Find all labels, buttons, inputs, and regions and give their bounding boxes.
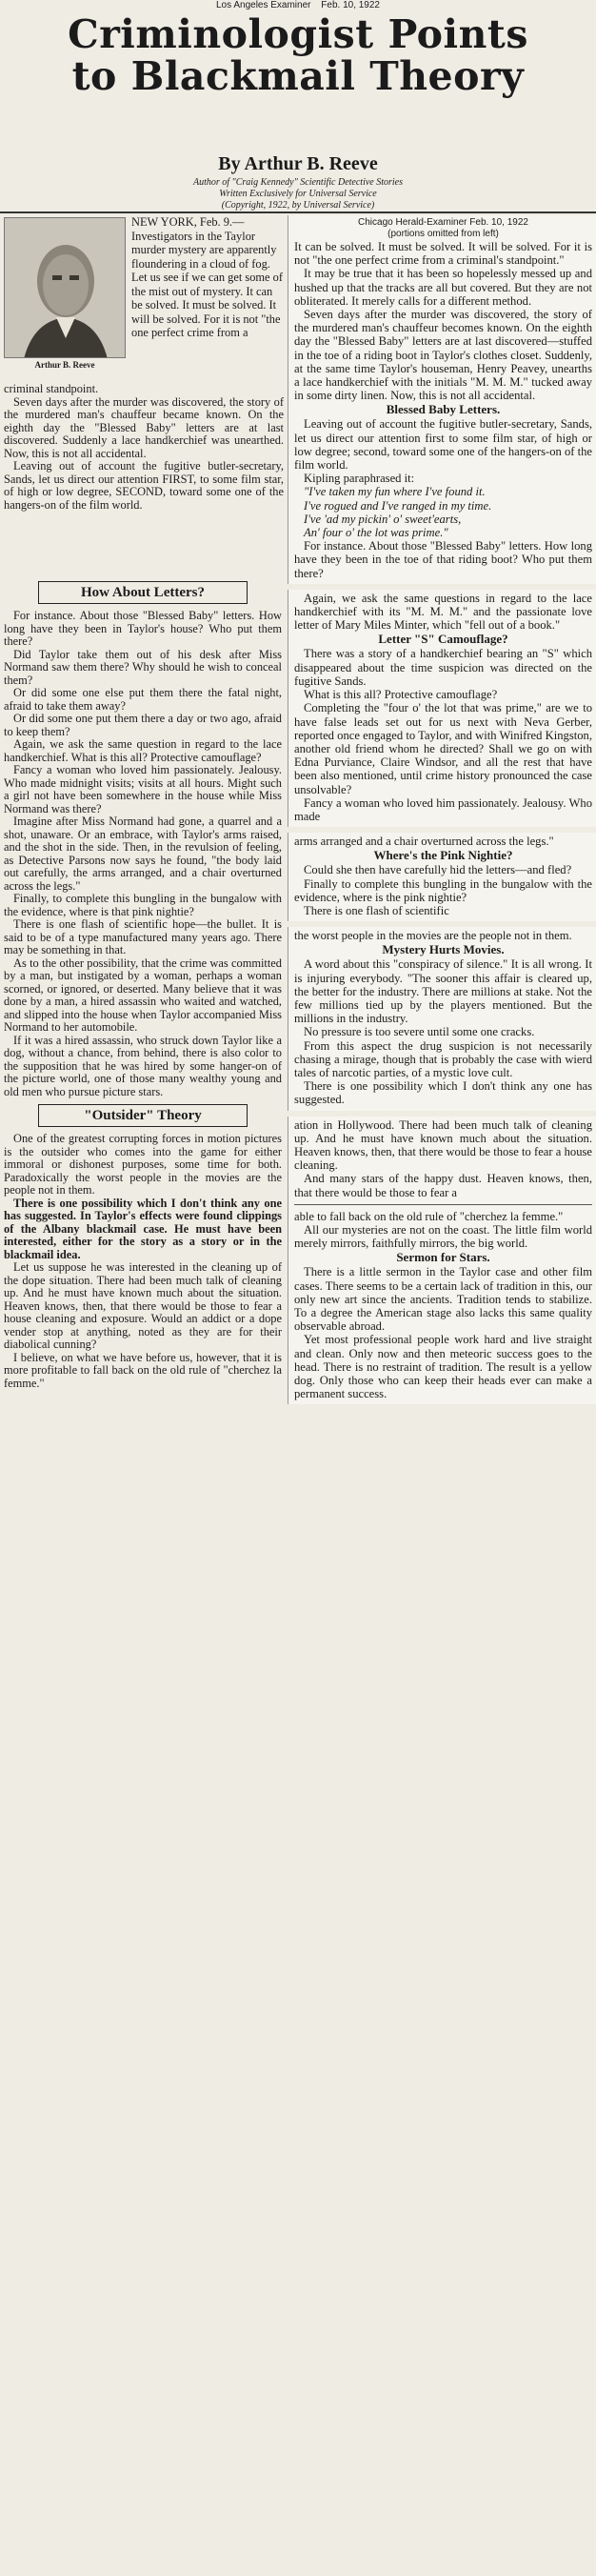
paragraph: It may be true that it has been so hopelessly messed up and hushed up that the tracks are all but covered. But they are not obliterated. It merely calls for a different method. [294,267,592,308]
clipping-subhead: Letter "S" Camouflage? [378,632,508,647]
paragraph: criminal standpoint. [4,382,99,395]
paragraph: Leaving out of account the fugitive butler-secretary, Sands, let us direct our attention first to some film star, of high or low degree; second, toward some one of the hangers-on of the film world. [294,417,592,473]
credits [0,177,596,211]
paragraph: Completing the "four o' the lot that was prime," are we to have false leads set out for us next with Neva Gerber, reported once engaged to Taylor, and with Winifred Kingston, another old friend whom he directed? Shall we go on with Edna Purviance, Claire Windsor, and all the rest that have been also mentioned, until crime history pronounced the case unsolvable? [294,701,592,796]
intro-right-text [131,215,284,383]
credits-line1: Author of "Craig Kennedy" Scientific Detective Stories [192,177,403,188]
paragraph: Kipling paraphrased it: [304,472,415,486]
intro-full-text [4,383,284,512]
paragraph: One of the greatest corrupting forces in motion pictures is the outsider who comes into the game for either immoral or dishonest purposes, some time for both. Paradoxically the worst people in the movies are the people not in them. [4,1132,282,1197]
clipping-note: (portions omitted from left) [387,229,499,239]
paragraph: It can be solved. It must be solved. It will be solved. For it is not "the one perfect crime from a criminal's standpoint." [294,240,592,268]
clipping-subhead: Sermon for Stars. [396,1250,490,1265]
credits-line2: Written Exclusively for Universal Service [219,189,377,199]
paragraph: Finally to complete this bungling in the bungalow with the evidence, where is the pink nightie? [294,876,592,904]
paragraph: Seven days after the murder was discovered, the story of the murdered man's chauffeur became known. On the eighth day the "Blessed Baby" letters are at last discovered. Suddenly a lace handkerchief was unearthed. Now, this is not all accidental. [4,394,284,460]
paragraph: All our mysteries are not on the coast. The little film world merely mirrors, faithfully mirrors, the big world. [294,1223,592,1251]
author-photo [4,217,126,358]
paragraph: the worst people in the movies are the people not in them. [294,929,572,943]
clipping-text [294,835,592,917]
right-column [288,215,596,2572]
clipping-2 [288,590,596,827]
paragraph: Leaving out of account the fugitive butler-secretary, Sands, let us direct our attention FIRST, to some film star, of high or low degree, SECOND, toward some one of the hangers-on of the film world. [4,459,284,512]
paragraph: No pressure is too severe until some one cracks. [304,1025,535,1039]
photo-caption: Arthur B. Reeve [34,360,95,370]
paragraph: There is a little sermon in the Taylor case and other film cases. There seems to be a certain lack of tradition in this, our only new art since the ancients. Tradition tends to stabilize. To a degree the American stage also lacks this same quality observable abroad. [294,1265,592,1334]
paragraph: For instance. About those "Blessed Baby" letters. How long have they been in the toe of that riding boot? Who put them there? [294,539,592,580]
clipping-text [294,929,592,1106]
masthead-paper: Los Angeles Examiner [215,0,311,10]
clipping-1 [288,215,596,584]
intro-right-para: NEW YORK, Feb. 9.—Investigators in the Taylor murder mystery are apparently floundering in a cloud of fog. Let us see if we can get some of the mist out of mystery. It can be solved. It must be solved. It will be solved. For it is not "the one perfect crime from a [131,215,283,339]
verse-line: I've 'ad my pickin' o' sweet'earts, [304,512,462,526]
paragraph: From this aspect the drug suspicion is not necessarily chasing a mirage, though that is probably the case with wierd tales of narcotic parties, of a mystic love cult. [294,1038,592,1079]
paragraph: As to the other possibility, that the crime was committed by a man, but instigated by a woman, perhaps a woman scorned, or ignored, or deserted. Many believe that it was done by a man, a hired assassin who waited and watched, and slipped into the house when Taylor accompanied Miss Normand to her automobile. [4,956,282,1034]
headline-line1: Criminologist Points [68,11,528,57]
paragraph: Again, we ask the same questions in regard to the lace handkerchief with its "M. M. M." and the passionate love letter of Mary Miles Minter, which "fell out of a book." [294,591,592,633]
clipping-header [294,217,592,240]
subhead-outsider-theory: "Outsider" Theory [38,1104,248,1127]
paragraph: There was a story of a handkerchief bearing an "S" which disappeared about the time suspicion was directed on the fugitive Sands. [294,647,592,688]
verse-line: An' four o' the lot was prime." [304,526,448,540]
subhead-how-about-letters: How About Letters? [38,581,248,604]
clipping-text [294,240,592,580]
verse-line: "I've taken my fun where I've found it. [304,485,486,499]
paragraph: arms arranged and a chair overturned across the legs." [294,835,554,849]
author-portrait-image [5,218,126,358]
clipping-text [294,1118,592,1401]
clipping-divider [294,1204,592,1205]
paragraph: Seven days after the murder was discovered, the story of the murdered man's chauffeur becomes known. On the eighth day the "Blessed Baby" letters are at last discovered—stuffed in the toe of a riding boot in Taylor's clothes closet. Suddenly, at the same time Taylor's houseman, Henry Peavey, unearths a lace handkerchief with the initials "M. M. M." tucked away in some dirty linen. Now, this is not all accidental. [294,308,592,403]
paragraph: Fancy a woman who loved him passionately. Jealousy. Who made midnight visits; visits at all hours. Might such a girl not have been somewhere in the house while Miss Normand was there? [4,763,282,815]
paragraph: There is one flash of scientific hope—the bullet. It is said to be of a type manufactured many years ago. There may be something in that. [4,917,282,956]
headline [0,13,596,97]
paragraph: Let us suppose he was interested in the cleaning up of the dope situation. There had been much talk of cleaning up. And he must have known much about the situation. Heaven knows, then, that there would be those to fear a house cleaning and exposure. Would an addict or a dope vender stop at anything, noted as they are for their diabolical cunning? [4,1260,282,1351]
paragraph: ation in Hollywood. There had been much talk of cleaning up. And he must have known much about the situation. Heaven knows, then, that there would be those to fear a house cleaning. [294,1117,592,1173]
masthead-date: Feb. 10, 1922 [321,0,380,10]
clipping-subhead: Blessed Baby Letters. [386,402,501,417]
paragraph: Imagine after Miss Normand had gone, a quarrel and a shot, unaware. Or an embrace, with Taylor's arms raised, and the shot in the side. Then, in the revulsion of feeling, as Detective Parsons now says he found, "the body laid out carefully, the arms arranged, and a chair overturned across the legs." [4,815,282,893]
byline: By Arthur B. Reeve [218,153,378,174]
paragraph: Yet most professional people work hard and live straight and clean. Only now and then meteoric success goes to the head. There is no restraint of tradition. The result is a yellow dog. Only those who can keep their heads ever can make a permanent success. [294,1333,592,1401]
paragraph: Could she then have carefully hid the letters—and fled? [304,863,572,877]
clipping-3 [288,833,596,921]
paragraph-bold: There is one possibility which I don't think any one has suggested. In Taylor's effects were found clippings of the Albany blackmail case. He must have been interested, either for the story as a story or in the blackmail idea. [4,1196,282,1261]
paragraph: And many stars of the happy dust. Heaven knows, then, that there would be those to fear a [294,1172,592,1199]
paragraph: Again, we ask the same question in regard to the lace handkerchief. What is this all? Protective camouflage? [4,737,282,764]
paragraph: able to fall back on the old rule of "cherchez la femme." [294,1209,564,1223]
clipping-4 [288,927,596,1110]
paragraph: There is one flash of scientific [304,903,449,917]
clipping-source: Chicago Herald-Examiner Feb. 10, 1922 [358,217,528,228]
intro-block [0,215,286,575]
masthead [0,0,596,11]
headline-line2: to Blackmail Theory [71,53,525,99]
paragraph: I believe, on what we have before us, however, that it is more profitable to fall back on the old rule of "cherchez la femme." [4,1350,282,1390]
clipping-subhead: Where's the Pink Nightie? [373,848,513,863]
paragraph: What is this all? Protective camouflage? [304,688,498,702]
clipping-text [294,592,592,823]
credits-line3: (Copyright, 1922, by Universal Service) [221,200,375,211]
paragraph: Or did some one put them there a day or two ago, afraid to keep them? [4,712,282,738]
left-column [0,215,286,2572]
paragraph: There is one possibility which I don't think any one has suggested. [294,1079,592,1107]
paragraph: For instance. About those "Blessed Baby" letters. How long have they been in Taylor's house? Who put them there? [4,609,282,648]
paragraph: If it was a hired assassin, who struck down Taylor like a dog, without a chance, from behind, there is also color to the supposition that he was hired by some hanger-on of the picture world, one of those many wealthy young and old men who pursue picture stars. [4,1033,282,1098]
paragraph: A word about this "conspiracy of silence." It is all wrong. It is injuring everybody. "The sooner this affair is cleared up, the better for the industry. There are millions at stake. Not the few millions tied up by the players mentioned. But the millions in the industry. [294,957,592,1026]
clipping-subhead: Mystery Hurts Movies. [382,942,505,957]
section-outsider [0,1133,286,1390]
verse-line: I've rogued and I've ranged in my time. [304,498,492,513]
clipping-5 [288,1117,596,1405]
paragraph: Did Taylor take them out of his desk after Miss Normand saw them there? Why should he wish to conceal them? [4,647,282,687]
paragraph: Fancy a woman who loved him passionately. Jealousy. Who made [294,795,592,823]
header-rule [0,211,596,213]
paragraph: Finally, to complete this bungling in the bungalow with the evidence, where is that pink nightie? [4,892,282,918]
paragraph: Or did some one else put them there the fatal night, afraid to take them away? [4,686,282,713]
section-letters [0,610,286,1098]
